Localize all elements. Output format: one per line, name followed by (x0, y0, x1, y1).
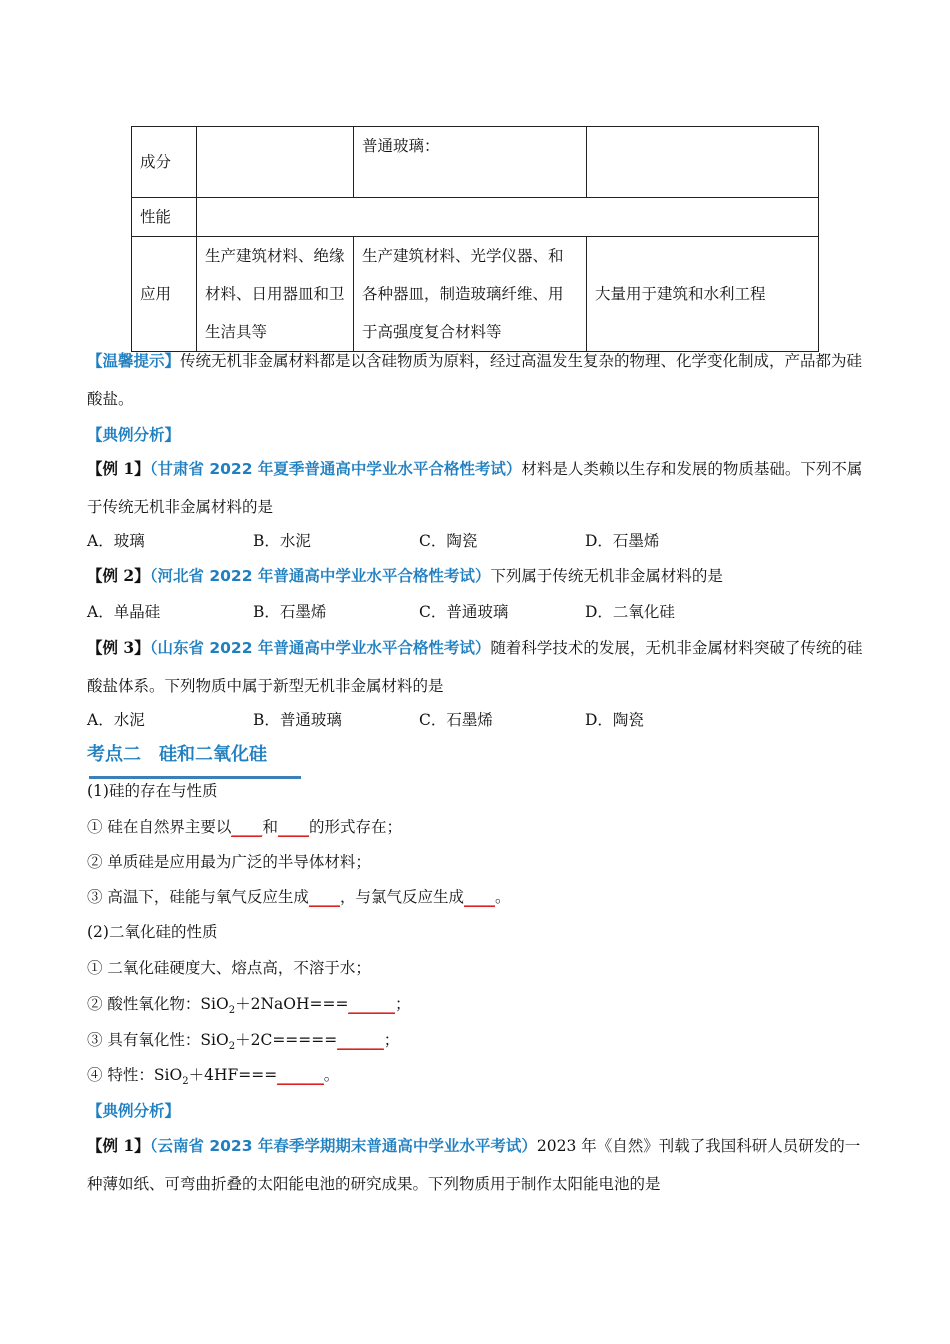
example-label: 【例 2】 (87, 566, 150, 585)
table-row-application (132, 237, 819, 352)
answer-blank[interactable]: ____ (308, 888, 340, 906)
option-b: B．普通玻璃 (253, 711, 342, 729)
option-c: C．普通玻璃 (419, 603, 509, 621)
example-label: 【例 1】 (87, 1136, 150, 1155)
section-title: 考点二 硅和二氧化硅 (87, 744, 267, 765)
silicon-heading: (1)硅的存在与性质 (87, 782, 218, 800)
table-cell: 普通玻璃： (354, 127, 587, 198)
analysis-heading-2 (87, 1092, 865, 1130)
example-label: 【例 1】 (87, 459, 150, 478)
table-cell-label: 应用 (132, 237, 197, 352)
analysis-label: 【典例分析】 (87, 426, 181, 444)
answer-blank[interactable]: ____ (463, 888, 495, 906)
table-row-composition (132, 127, 819, 198)
text: 。 (494, 888, 511, 906)
materials-table (131, 126, 819, 352)
analysis-label: 【典例分析】 (87, 1102, 181, 1120)
example-source: （山东省 2022 年普通高中学业水平合格性考试） (149, 639, 491, 657)
option-b: B．水泥 (253, 532, 311, 550)
answer-blank[interactable]: ______ (277, 1066, 324, 1084)
text: ； (383, 1031, 400, 1049)
option-b: B．石墨烯 (253, 603, 327, 621)
option-d: D．二氧化硅 (585, 603, 675, 621)
example-source: （甘肃省 2022 年夏季普通高中学业水平合格性考试） (149, 460, 522, 478)
answer-blank[interactable]: ____ (277, 818, 309, 836)
option-c: C．陶瓷 (419, 532, 478, 550)
example-text: 随着科学技术的发展，无机非金属材料突破了传统的硅酸盐体系。下列物质中属于新型无机非金属材料的是 (87, 639, 863, 695)
tip-label: 【温馨提示】 (87, 352, 181, 370)
analysis-heading (87, 416, 865, 454)
text: ，与氯气反应生成 (339, 888, 464, 906)
text: ① 硅在自然界主要以 (87, 818, 232, 836)
silicon-line-2: ② 单质硅是应用最为广泛的半导体材料； (87, 853, 371, 871)
example-3-options (87, 701, 865, 739)
option-a: A．单晶硅 (87, 603, 161, 621)
text: ③ 高温下，硅能与氧气反应生成 (87, 888, 309, 906)
tip-paragraph (87, 342, 865, 418)
option-a: A．水泥 (87, 711, 145, 729)
example-text: 2023 年《自然》刊载了我国科研人员研发的一种薄如纸、可弯曲折叠的太阳能电池的研究成果。下列物质用于制作太阳能电池的是 (87, 1137, 861, 1193)
answer-blank[interactable]: ____ (231, 818, 263, 836)
text: ＋2C===== (235, 1031, 338, 1049)
subscript: 2 (182, 1076, 189, 1088)
table-row-performance (132, 198, 819, 237)
silicon-line-1 (87, 808, 865, 846)
table-cell: 大量用于建筑和水利工程 (587, 237, 819, 352)
tip-text: 传统无机非金属材料都是以含硅物质为原料，经过高温发生复杂的物理、化学变化制成，产品都为硅酸盐。 (87, 352, 863, 408)
subscript: 2 (228, 1041, 236, 1053)
example-1 (87, 450, 865, 526)
example-text: 下列属于传统无机非金属材料的是 (490, 567, 723, 585)
table-cell: 生产建筑材料、光学仪器、和各种器皿，制造玻璃纤维、用于高强度复合材料等 (354, 237, 587, 352)
table-cell-label: 性能 (132, 198, 197, 237)
example-label: 【例 3】 (87, 638, 150, 657)
silicon-line-3 (87, 878, 865, 916)
example-2 (87, 557, 865, 595)
table-cell (197, 198, 819, 237)
table-cell (197, 127, 354, 198)
text: 的形式存在； (308, 818, 402, 836)
option-a: A．玻璃 (87, 532, 145, 550)
example-source: （河北省 2022 年普通高中学业水平合格性考试） (149, 567, 491, 585)
table-cell (587, 127, 819, 198)
text: ； (394, 995, 411, 1013)
example-2-options (87, 593, 865, 631)
text: ② 酸性氧化物：SiO (87, 995, 229, 1013)
subscript: 2 (228, 1005, 236, 1017)
example-text: 材料是人类赖以生存和发展的物质基础。下列不属于传统无机非金属材料的是 (87, 460, 863, 516)
text: 和 (262, 818, 278, 836)
table-cell: 生产建筑材料、绝缘材料、日用器皿和卫生洁具等 (197, 237, 354, 352)
answer-blank[interactable]: ______ (337, 1031, 384, 1049)
text: ＋2NaOH=== (235, 995, 349, 1013)
option-c: C．石墨烯 (419, 711, 493, 729)
example-1-options (87, 522, 865, 560)
example-4 (87, 1127, 865, 1203)
example-3 (87, 629, 865, 705)
text: 。 (323, 1066, 340, 1084)
option-d: D．陶瓷 (585, 711, 644, 729)
text: ③ 具有氧化性：SiO (87, 1031, 229, 1049)
table-cell-label: 成分 (132, 127, 197, 198)
sio2-heading: (2)二氧化硅的性质 (87, 923, 218, 941)
answer-blank[interactable]: ______ (348, 995, 395, 1013)
option-d: D．石墨烯 (585, 532, 660, 550)
sio2-line-1: ① 二氧化硅硬度大、熔点高，不溶于水； (87, 959, 371, 977)
example-source: （云南省 2023 年春季学期期末普通高中学业水平考试） (149, 1137, 537, 1155)
text: ④ 特性：SiO (87, 1066, 183, 1084)
text: ＋4HF=== (188, 1066, 278, 1084)
